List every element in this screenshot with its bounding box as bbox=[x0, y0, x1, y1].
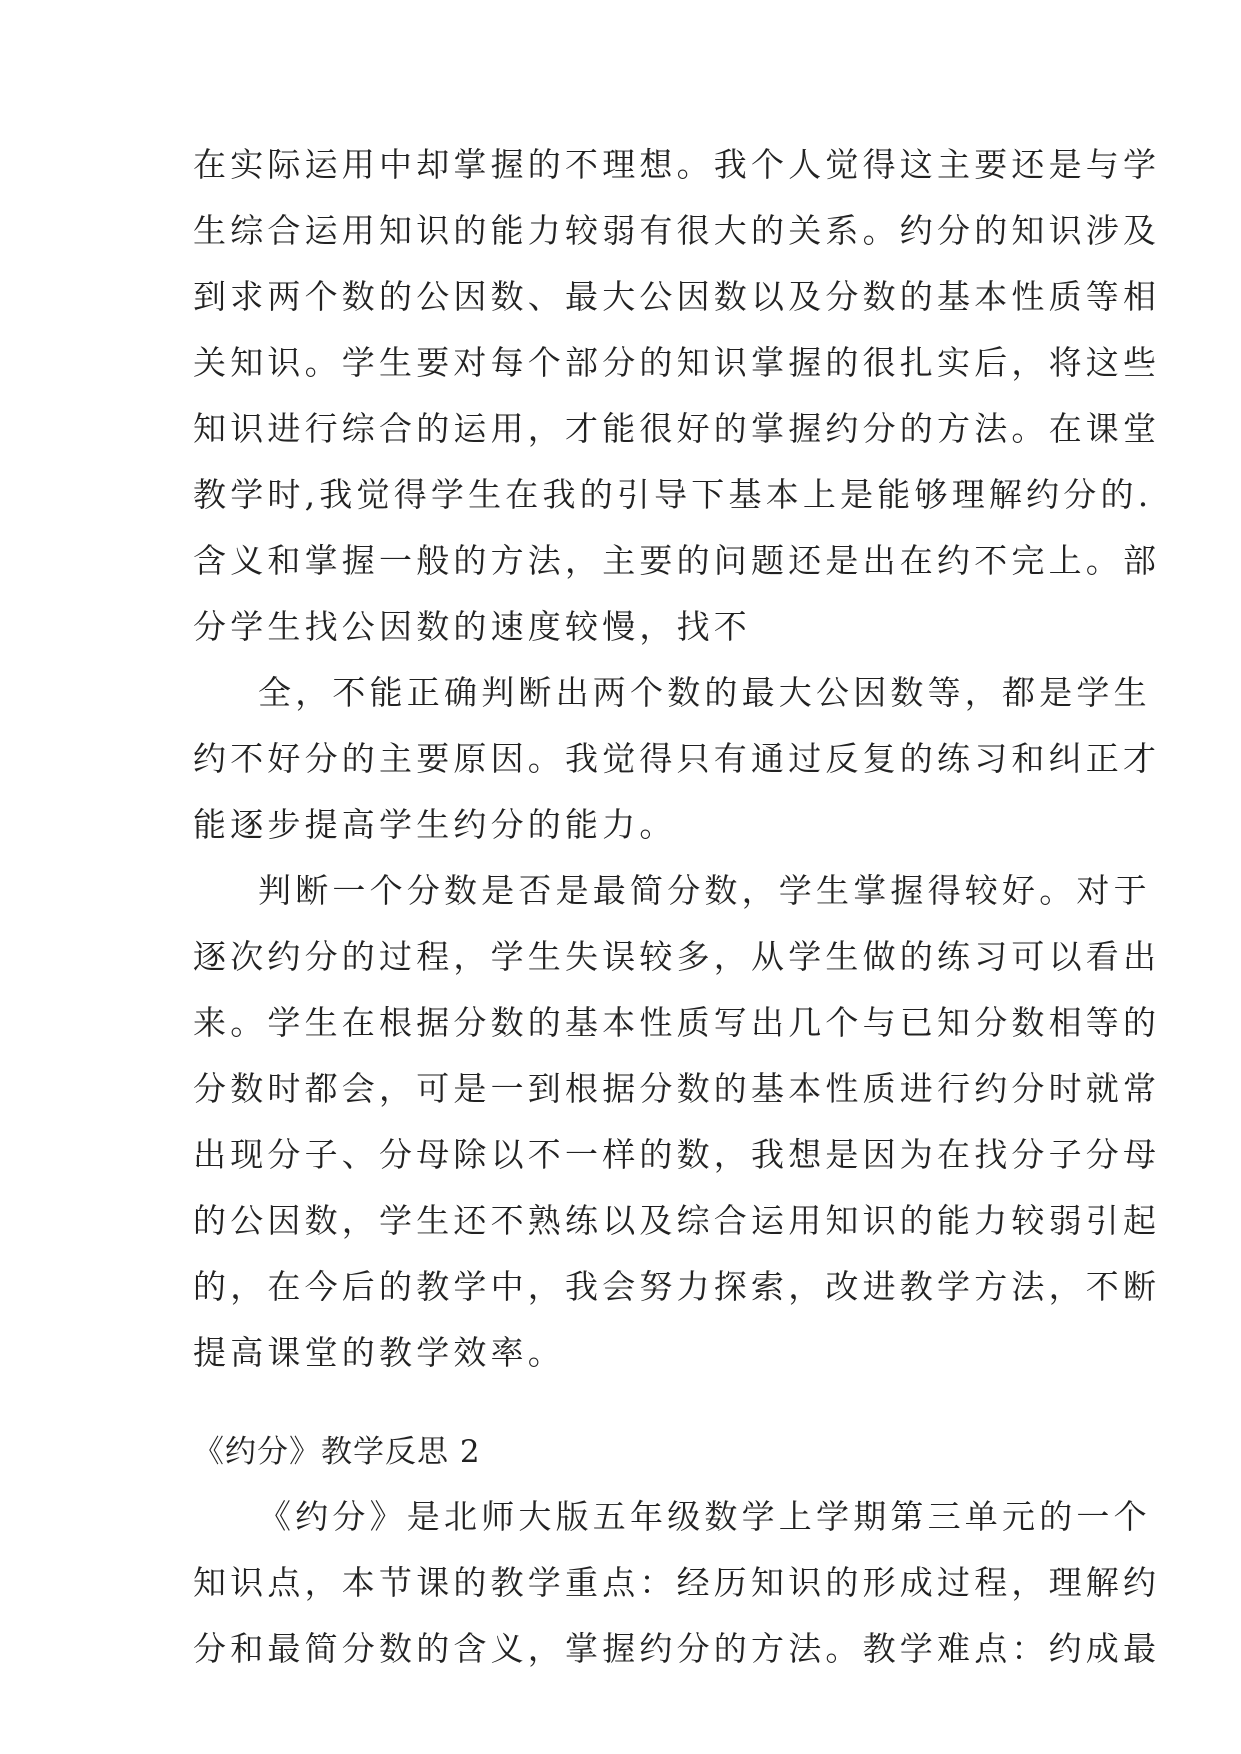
paragraph-line: 在实际运用中却掌握的不理想。我个人觉得这主要还是与学 bbox=[193, 145, 1161, 184]
paragraph-line: 分数时都会，可是一到根据分数的基本性质进行约分时就常 bbox=[193, 1069, 1161, 1108]
paragraph-line: 《约分》是北师大版五年级数学上学期第三单元的一个 bbox=[258, 1497, 1151, 1536]
paragraph-line: 提高课堂的教学效率。 bbox=[193, 1333, 565, 1372]
paragraph-line: 关知识。学生要对每个部分的知识掌握的很扎实后，将这些 bbox=[193, 343, 1161, 382]
paragraph-line: 来。学生在根据分数的基本性质写出几个与已知分数相等的 bbox=[193, 1003, 1161, 1042]
paragraph-line: 教学时,我觉得学生在我的引导下基本上是能够理解约分的. bbox=[193, 475, 1153, 514]
paragraph-line: 分和最简分数的含义，掌握约分的方法。教学难点：约成最 bbox=[193, 1629, 1161, 1668]
paragraph-line: 知识点，本节课的教学重点：经历知识的形成过程，理解约 bbox=[193, 1563, 1161, 1602]
section-heading: 《约分》教学反思 2 bbox=[193, 1434, 481, 1470]
paragraph-line: 生综合运用知识的能力较弱有很大的关系。约分的知识涉及 bbox=[193, 211, 1161, 250]
paragraph-line: 分学生找公因数的速度较慢，找不 bbox=[193, 607, 751, 646]
paragraph-line: 能逐步提高学生约分的能力。 bbox=[193, 805, 677, 844]
paragraph-line: 全，不能正确判断出两个数的最大公因数等，都是学生 bbox=[258, 673, 1151, 712]
paragraph-line: 判断一个分数是否是最简分数，学生掌握得较好。对于 bbox=[258, 871, 1151, 910]
paragraph-line: 约不好分的主要原因。我觉得只有通过反复的练习和纠正才 bbox=[193, 739, 1161, 778]
paragraph-line: 的，在今后的教学中，我会努力探索，改进教学方法，不断 bbox=[193, 1267, 1161, 1306]
paragraph-line: 出现分子、分母除以不一样的数，我想是因为在找分子分母 bbox=[193, 1135, 1161, 1174]
paragraph-line: 的公因数，学生还不熟练以及综合运用知识的能力较弱引起 bbox=[193, 1201, 1161, 1240]
paragraph-line: 到求两个数的公因数、最大公因数以及分数的基本性质等相 bbox=[193, 277, 1161, 316]
paragraph-line: 逐次约分的过程，学生失误较多，从学生做的练习可以看出 bbox=[193, 937, 1161, 976]
paragraph-line: 含义和掌握一般的方法，主要的问题还是出在约不完上。部 bbox=[193, 541, 1161, 580]
paragraph-line: 知识进行综合的运用，才能很好的掌握约分的方法。在课堂 bbox=[193, 409, 1161, 448]
